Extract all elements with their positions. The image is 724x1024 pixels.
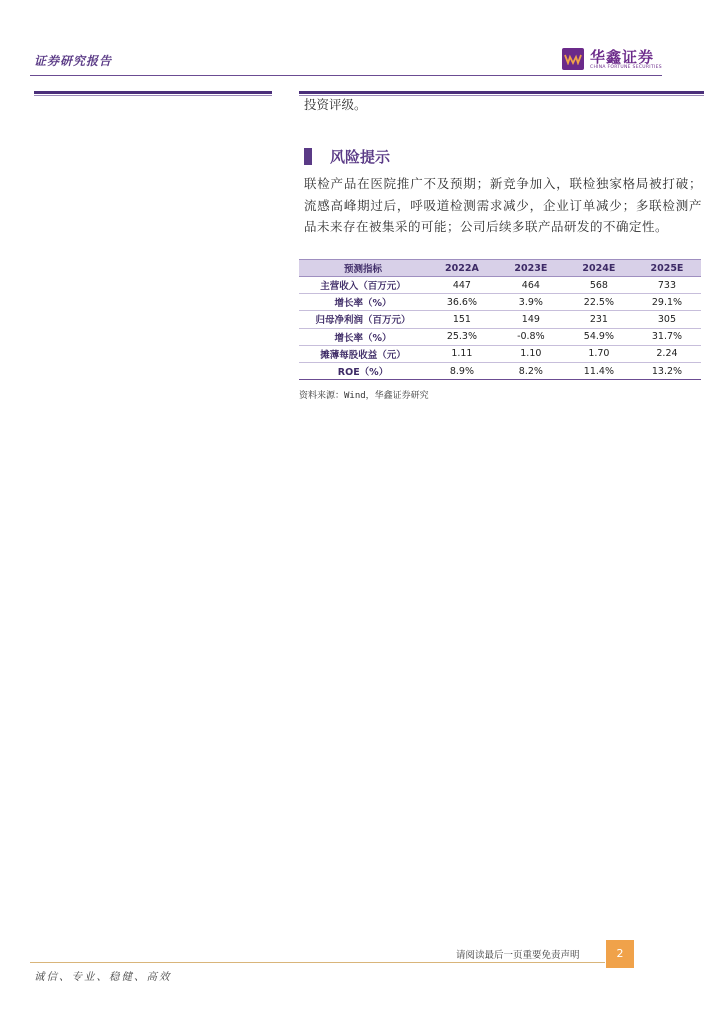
table-cell: 13.2% bbox=[633, 362, 701, 379]
table-cell: 11.4% bbox=[565, 362, 633, 379]
table-cell: 54.9% bbox=[565, 328, 633, 345]
table-cell: 8.9% bbox=[427, 362, 497, 379]
intro-text: 投资评级。 bbox=[304, 97, 367, 112]
table-cell: 8.2% bbox=[497, 362, 565, 379]
row-label: 主营收入（百万元） bbox=[299, 277, 427, 294]
table-row bbox=[299, 345, 701, 362]
table-cell: 1.11 bbox=[427, 345, 497, 362]
company-logo bbox=[562, 46, 672, 74]
row-label: 增长率（%） bbox=[299, 328, 427, 345]
table-cell: 568 bbox=[565, 277, 633, 294]
table-header-cell: 2023E bbox=[497, 260, 565, 277]
table-cell: 1.70 bbox=[565, 345, 633, 362]
page-number-badge: 2 bbox=[606, 940, 634, 968]
table-cell: 447 bbox=[427, 277, 497, 294]
table-cell: 151 bbox=[427, 311, 497, 328]
row-label: ROE（%） bbox=[299, 362, 427, 379]
table-cell: -0.8% bbox=[497, 328, 565, 345]
table-cell: 464 bbox=[497, 277, 565, 294]
row-label: 增长率（%） bbox=[299, 294, 427, 311]
footer-motto: 诚信、专业、稳健、高效 bbox=[34, 971, 172, 983]
table-header-cell: 2025E bbox=[633, 260, 701, 277]
table-cell: 22.5% bbox=[565, 294, 633, 311]
table-header-cell: 预测指标 bbox=[299, 260, 427, 277]
risk-heading-label: 风险提示 bbox=[330, 148, 391, 166]
footer-divider bbox=[30, 962, 605, 963]
table-cell: 231 bbox=[565, 311, 633, 328]
table-cell: 25.3% bbox=[427, 328, 497, 345]
table-row bbox=[299, 294, 701, 311]
table-source-note: 资料来源：Wind，华鑫证券研究 bbox=[299, 391, 429, 401]
table-row bbox=[299, 311, 701, 328]
left-column-rule bbox=[34, 91, 272, 96]
table-cell: 29.1% bbox=[633, 294, 701, 311]
table-row bbox=[299, 277, 701, 294]
table-row bbox=[299, 328, 701, 345]
table-cell: 733 bbox=[633, 277, 701, 294]
table-header-cell: 2022A bbox=[427, 260, 497, 277]
table-cell: 3.9% bbox=[497, 294, 565, 311]
table-cell: 36.6% bbox=[427, 294, 497, 311]
row-label: 摊薄每股收益（元） bbox=[299, 345, 427, 362]
logo-name: 华鑫证券 bbox=[590, 48, 655, 66]
disclaimer-note: 请阅读最后一页重要免责声明 bbox=[456, 950, 580, 961]
row-label: 归母净利润（百万元） bbox=[299, 311, 427, 328]
table-cell: 2.24 bbox=[633, 345, 701, 362]
header-divider bbox=[30, 75, 662, 76]
table-cell: 1.10 bbox=[497, 345, 565, 362]
table-cell: 31.7% bbox=[633, 328, 701, 345]
risk-paragraph: 联检产品在医院推广不及预期；新竞争加入，联检独家格局被打破；流感高峰期过后，呼吸道检测需求减少，企业订单减少；多联检测产品未来存在被集采的可能；公司后续多联产品研发的不确定性。 bbox=[304, 176, 702, 234]
heading-marker bbox=[304, 148, 312, 165]
table-header-cell: 2024E bbox=[565, 260, 633, 277]
table-header-row bbox=[299, 260, 701, 277]
table-row bbox=[299, 362, 701, 379]
table-cell: 305 bbox=[633, 311, 701, 328]
forecast-table bbox=[299, 259, 701, 380]
report-type-title: 证券研究报告 bbox=[34, 54, 113, 68]
table-cell: 149 bbox=[497, 311, 565, 328]
hx-logo-icon bbox=[562, 48, 584, 70]
logo-subtitle: CHINA FORTUNE SECURITIES bbox=[590, 65, 662, 70]
